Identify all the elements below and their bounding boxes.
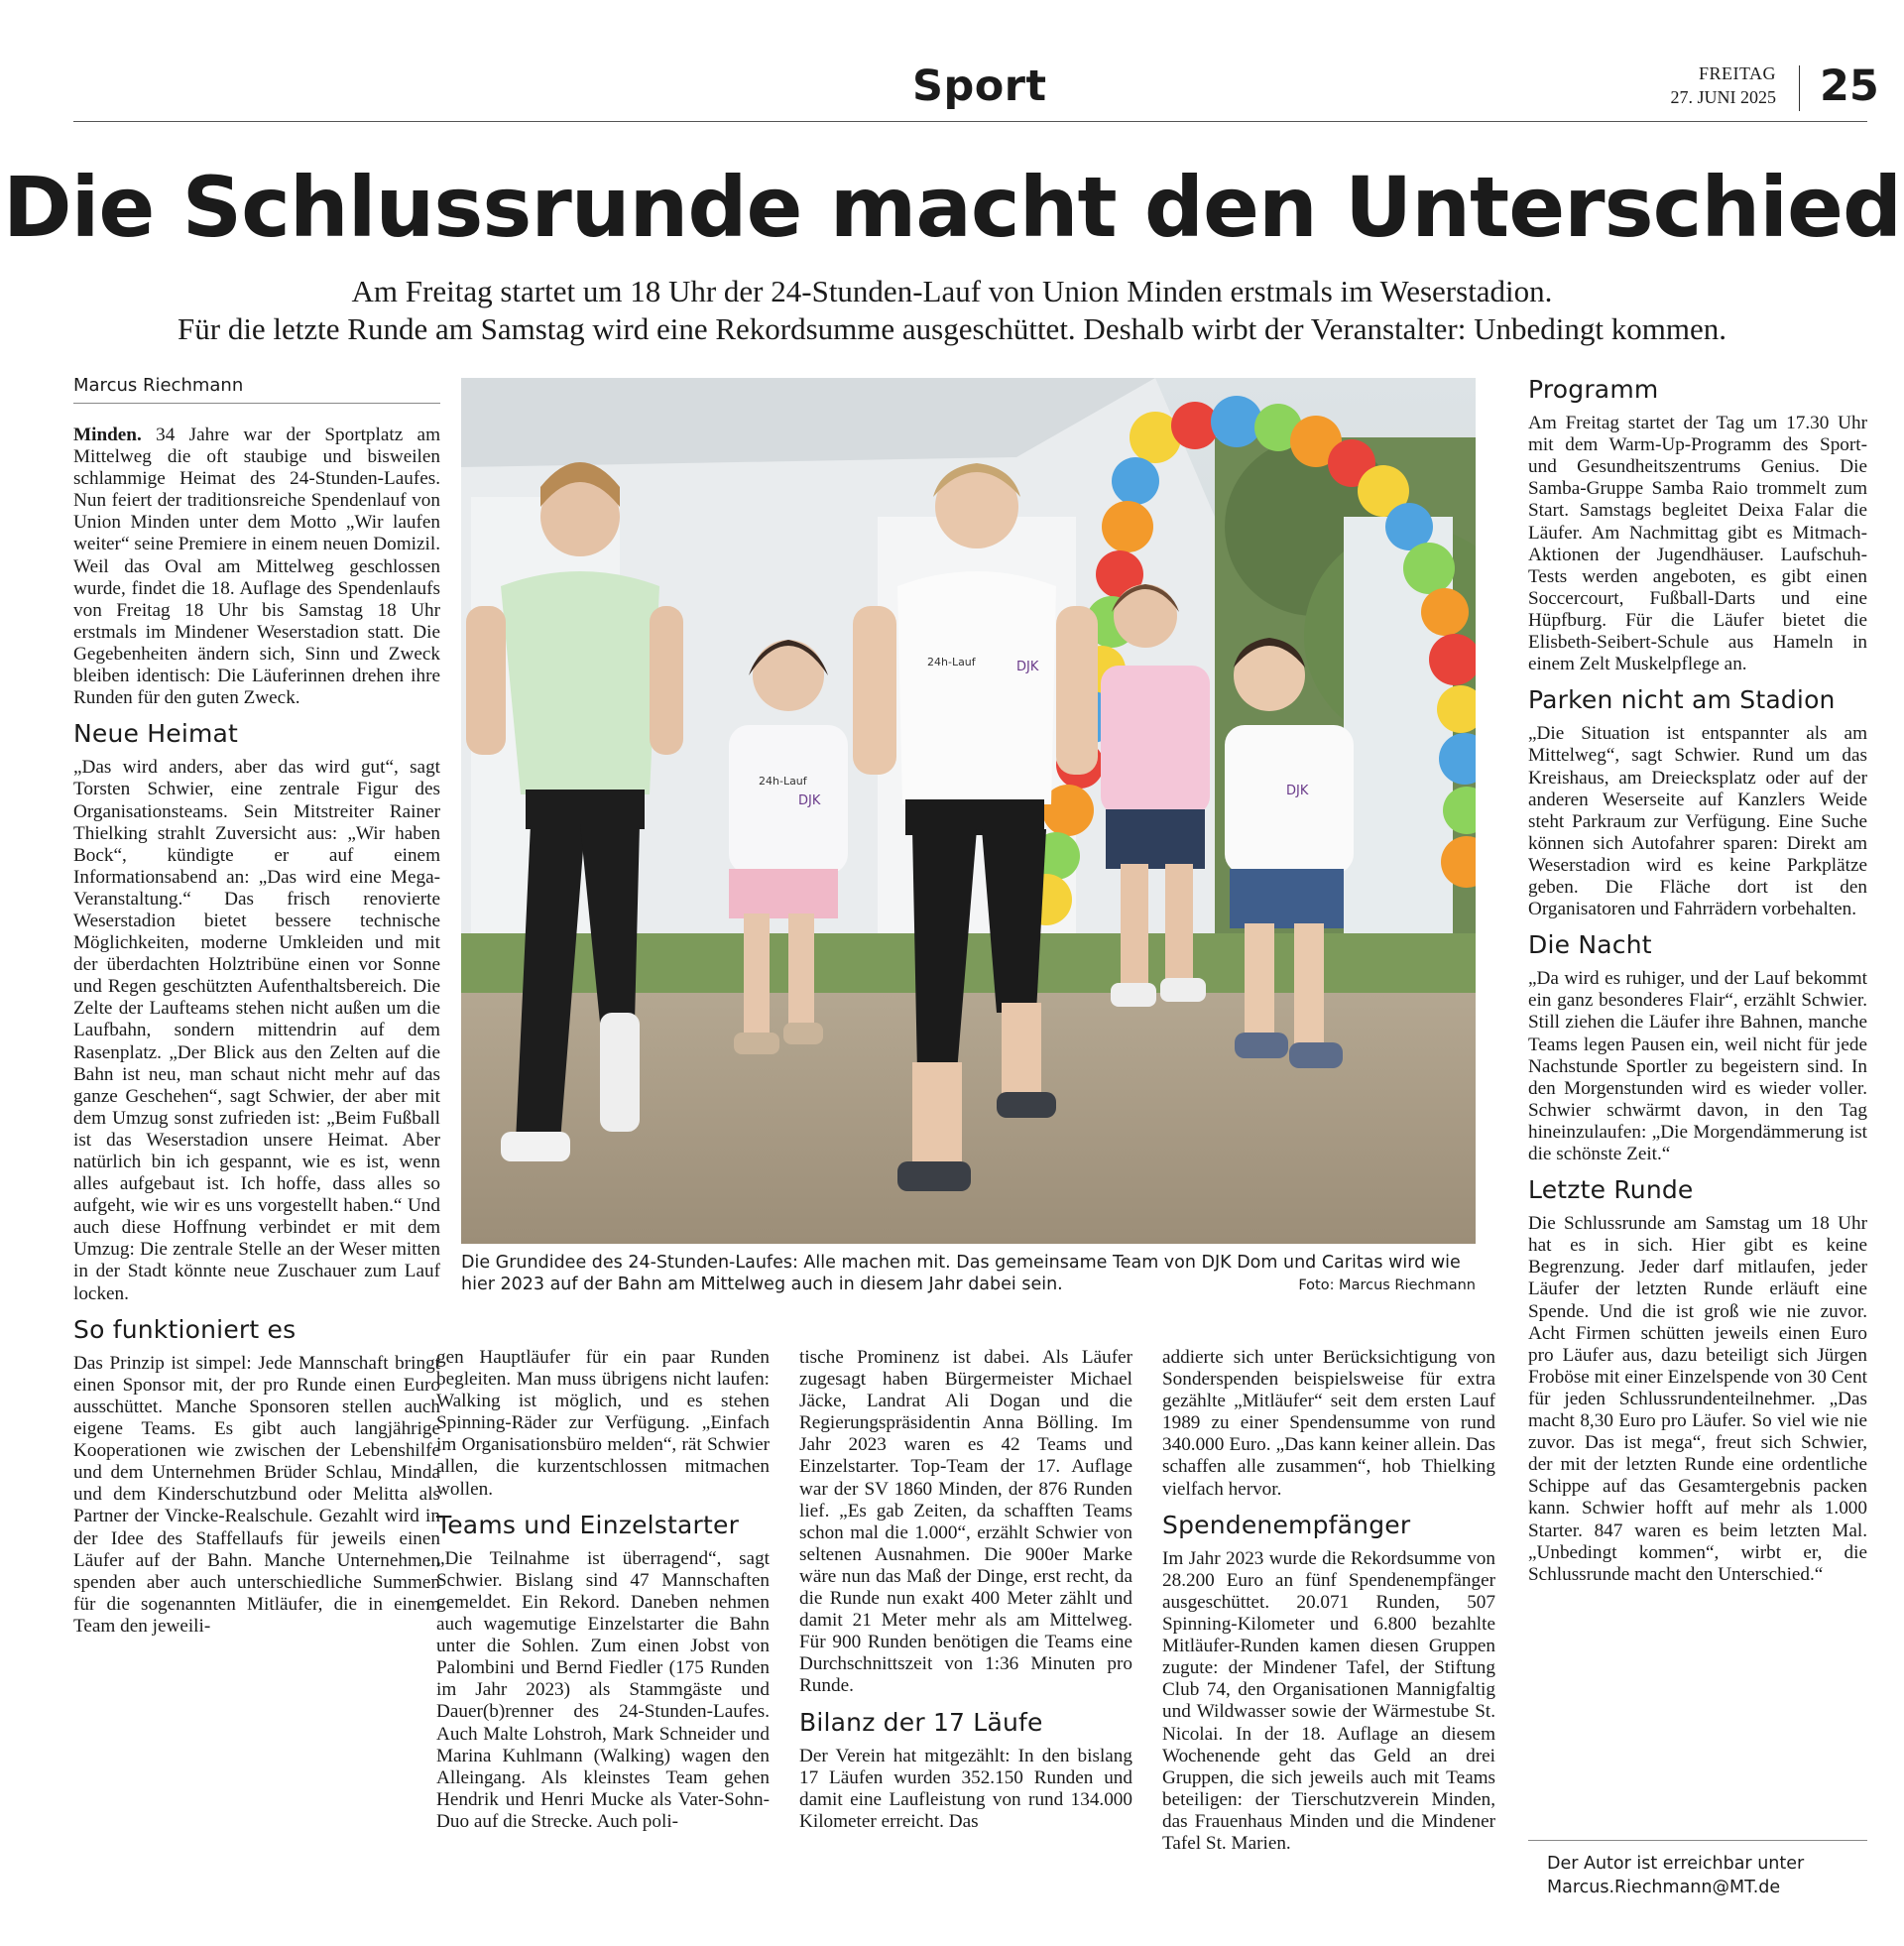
photo-shirt-text: 24h-Lauf bbox=[759, 775, 807, 788]
subheading-programm: Programm bbox=[1528, 375, 1659, 404]
photo-shirt-text: DJK bbox=[1016, 660, 1039, 674]
paragraph: Am Freitag startet der Tag um 17.30 Uhr mit dem Warm-Up-Programm des Sport- und Gesundheitszentrums Genius. Die Samba-Gruppe Samba Raio trommelt zum Start. Samstags begleitet Deixa Falar die Läufer. Am Nachmittag gibt es Mitmach-Aktionen der Jugendhäuser. Laufschuh-Tests werden angeboten, es gibt einen Soccercourt, Fußball-Darts und eine Hüpfburg. Für die Läufer bietet die Elisbeth-Seibert-Schule aus Hameln in einem Zelt Muskelpflege an. bbox=[1528, 413, 1867, 675]
article-photo bbox=[461, 378, 1476, 1244]
paragraph: „Das wird anders, aber das wird gut“, sagt Torsten Schwier, eine zentrale Figur des Organisationsteams. Sein Mitstreiter Rainer Thielking strahlt Zuversicht aus: „Wir haben Bock“, kündigte er auf einem Informationsabend an: „Das wird eine Mega-Veranstaltung.“ Das frisch renovierte Weserstadion bietet bessere technische Möglichkeiten, moderne Umkleiden und mit der überdachten Holztribüne einen vor Sonne und Regen geschützten Aufenthaltsbereich. Die Zelte der Laufteams stehen nicht außen um die Laufbahn, sondern mittendrin auf dem Rasenplatz. „Der Blick aus den Zelten auf die Bahn ist neu, man schaut nicht mehr auf das ganze Geschehen“, sagt Schwier, der aber mit dem Umzug sonst zufrieden ist: „Beim Fußball ist das Weserstadion unsere Heimat. Aber natürlich bin ich gespannt, wie es ist, wenn alles aufgebaut ist. Ich hoffe, dass alles so aufgeht, wie wir es uns vorgestellt haben.“ Und auch diese Hoffnung verbindet er mit dem Umzug: Die zentrale Stelle an der Weser mitten in der Stadt könnte neue Zuschauer zum Lauf locken. bbox=[73, 757, 440, 1304]
paragraph: „Da wird es ruhiger, und der Lauf bekommt ein ganz besonderes Flair“, erzählt Schwier. Still ziehen die Läufer ihre Bahnen, manche Teams legen Pausen ein, weil nicht für jede Nachstunde Sportler zu begeistern sind. In den Morgenstunden wird es wieder voller. Schwier schwärmt davon, in den Tag hineinzulaufen: „Die Morgendämmerung ist die schönste Zeit.“ bbox=[1528, 968, 1867, 1164]
author-box-rule bbox=[1528, 1840, 1867, 1841]
paragraph: „Die Teilnahme ist überragend“, sagt Schwier. Bislang sind 47 Mannschaften gemeldet. Ein Rekord. Daneben nehmen auch wagemutige Einzelstarter die Bahn unter die Sohlen. Zum einen Jobst von Palombini und Bernd Fiedler (175 Runden im Jahr 2023) als Stammgäste und Dauer(b)renner des 24-Stunden-Laufes. Auch Malte Lohstroh, Mark Schneider und Marina Kuhlmann (Walking) wagen den Alleingang. Als kleinstes Team gehen Hendrik und Henri Mucke als Vater-Sohn-Duo auf die Strecke. Auch poli- bbox=[436, 1547, 770, 1832]
paragraph: „Die Situation ist entspannter als am Mittelweg“, sagt Schwier. Rund um das Kreishaus, am Dreiecksplatz oder auf der anderen Weserseite auf Kanzlers Weide steht Parkraum zur Verfügung. Eine Suche können sich Autofahrer sparen: Direkt am Weserstadion wird es keine Parkplätze geben. Die Fläche dort ist den Organisatoren und Fahrrädern vorbehalten. bbox=[1528, 723, 1867, 920]
page-number: 25 bbox=[1820, 61, 1879, 111]
photo-shirt-text: DJK bbox=[798, 793, 821, 808]
subheading-spendenempfaenger: Spendenempfänger bbox=[1162, 1510, 1411, 1539]
photo-caption: Die Grundidee des 24-Stunden-Laufes: Alle machen mit. Das gemeinsame Team von DJK Dom und Caritas wird wie hier 2023 auf der Bahn am Mittelweg auch in diesem Jahr dabei sein. bbox=[461, 1253, 1461, 1294]
paragraph: Der Verein hat mitgezählt: In den bislang 17 Läufen wurden 352.150 Runden und damit eine Laufleistung von rund 134.000 Kilometer erreicht. Das bbox=[799, 1745, 1132, 1832]
header-rule bbox=[73, 121, 1867, 122]
header-separator bbox=[1799, 65, 1800, 111]
column-1 bbox=[73, 425, 440, 1638]
subheading-so-funktioniert-es: So funktioniert es bbox=[73, 1314, 297, 1344]
author-contact-label: Der Autor ist erreichbar unter bbox=[1547, 1854, 1805, 1874]
photo-credit: Foto: Marcus Riechmann bbox=[1298, 1277, 1476, 1293]
paragraph: Die Schlussrunde am Samstag um 18 Uhr hat es in sich. Hier gibt es keine Begrenzung. Jeder darf mitlaufen, jeder Läufer der letzten Runde erläuft eine Spende. Und die ist groß wie nie zuvor. Acht Firmen schütten jeweils einen Euro pro Läufer aus, dazu beteiligt sich Jürgen Froböse mit einer Einzelspende von 30 Cent für jeden Schlussrundenteilnehmer. „Das macht 8,30 Euro pro Läufer. So viel wie nie zuvor. Das ist mega“, freut sich Schwier, der mit der letzten Runde eine ordentliche Schippe auf das Gesamtergebnis packen kann. Schwier hofft auf mehr als 1.000 Starter. 847 waren es beim letzten Mal. „Unbedingt kommen“, wirbt er, die Schlussrunde macht den Unterschied.“ bbox=[1528, 1213, 1867, 1585]
column-2 bbox=[436, 1347, 770, 1833]
subheading-neue-heimat: Neue Heimat bbox=[73, 719, 239, 749]
headline: Die Schlussrunde macht den Unterschied bbox=[2, 159, 1902, 256]
subheading-die-nacht: Die Nacht bbox=[1528, 930, 1652, 960]
paragraph: Das Prinzip ist simpel: Jede Mannschaft bringt einen Sponsor mit, der pro Runde einen Euro ausschüttet. Manche Sponsoren stellen auch eigene Teams. Es gibt auch langjährige Kooperationen wie zwischen der Lebenshilfe und dem Unternehmen Brüder Schlau, Minda und dem Kinderschutzbund oder Melitta als Partner der Vincke-Realschule. Gezahlt wird in der Idee des Staffellaufs für jeweils einen Läufer auf der Bahn. Manche Unternehmen spenden aber auch unterschiedliche Summen für die sogenannten Mitläufer, die in einem Team den jeweili- bbox=[73, 1352, 440, 1637]
dateline: Minden. bbox=[73, 425, 142, 445]
paragraph: addierte sich unter Berücksichtigung von Sonderspenden beispielsweise für extra gezählte „Mitläufer“ seit dem ersten Lauf 1989 zu einer Spendensumme von rund 340.000 Euro. „Das kann keiner allein. Das schaffen alle zusammen“, hob Thielking vielfach hervor. bbox=[1162, 1347, 1495, 1500]
photo-illustration bbox=[461, 378, 1476, 1244]
paragraph: gen Hauptläufer für ein paar Runden begleiten. Man muss übrigens nicht laufen: Walking ist möglich, und es stehen Spinning-Räder zur Verfügung. „Einfach im Organisationsbüro melden“, rät Schwier allen, die kurzentschlossen mitmachen wollen. bbox=[436, 1347, 770, 1500]
column-4 bbox=[1162, 1347, 1495, 1855]
photo-shirt-text: DJK bbox=[1286, 784, 1309, 798]
paragraph: tische Prominenz ist dabei. Als Läufer zugesagt haben Bürgermeister Michael Jäcke, Landrat Ali Dogan und die Regierungspräsidentin Anna Bölling. Im Jahr 2023 waren es 42 Teams und Einzelstarter. Top-Team der 17. Auflage war der SV 1860 Minden, der 876 Runden lief. „Es gab Zeiten, da schafften Teams schon mal die 1.000“, erzählt Schwier von seltenen Ausnahmen. Die 900er Marke wäre nun das Maß der Dinge, erst recht, da die Runde nun exakt 400 Meter zählt und damit 21 Meter mehr als am Mittelweg. Für 900 Runden benötigen die Teams eine Durchschnittszeit von 1:36 Minuten pro Runde. bbox=[799, 1347, 1132, 1697]
deck-line-2: Für die letzte Runde am Samstag wird eine Rekordsumme ausgeschüttet. Deshalb wirbt der Veranstalter: Unbedingt kommen. bbox=[178, 311, 1726, 346]
subheading-teams-und-einzelstarter: Teams und Einzelstarter bbox=[436, 1510, 740, 1539]
column-5 bbox=[1528, 375, 1867, 1586]
paragraph: Im Jahr 2023 wurde die Rekordsumme von 28.200 Euro an fünf Spendenempfänger ausgeschüttet. 20.071 Runden, 507 Spinning-Kilometer und 6.800 bezahlte Mitläufer-Runden kamen diesen Gruppen zugute: der Mindener Tafel, der Stiftung Club 74, den Organisationen Mannigfaltig und Wildwasser sowie der Wärmestube St. Nicolai. In der 18. Auflage an diesem Wochenende geht das Geld an drei Gruppen, die sich jeweils auch mit Teams beteiligen: der Tierschutzverein Minden, das Frauenhaus Minden und die Mindener Tafel St. Marien. bbox=[1162, 1547, 1495, 1854]
issue-day: FREITAG bbox=[1698, 63, 1776, 83]
subheading-bilanz: Bilanz der 17 Läufe bbox=[799, 1707, 1043, 1737]
column-3 bbox=[799, 1347, 1132, 1833]
subheading-parken: Parken nicht am Stadion bbox=[1528, 685, 1836, 715]
issue-date: 27. JUNI 2025 bbox=[1670, 87, 1776, 107]
subheading-letzte-runde: Letzte Runde bbox=[1528, 1175, 1694, 1205]
author-email-link[interactable]: Marcus.Riechmann@MT.de bbox=[1547, 1878, 1781, 1897]
byline-rule bbox=[73, 403, 440, 404]
paragraph-text: 34 Jahre war der Sportplatz am Mittelweg die oft staubige und bisweilen schlammige Heimat des 24-Stunden-Laufes. Nun feiert der traditionsreiche Spendenlauf von Union Minden unter dem Motto „Wir laufen weiter“ seine Premiere in einem neuen Domizil. Weil das Oval am Mittelweg geschlossen wurde, findet die 18. Auflage des Spendenlaufs von Freitag 18 Uhr bis Samstag 18 Uhr erstmals im Mindener Weserstadion statt. Die Gegebenheiten ändern sich, Sinn und Zweck bleiben identisch: Die Läuferinnen drehen ihre Runden für den guten Zweck. bbox=[73, 425, 440, 709]
section-title: Sport bbox=[912, 61, 1047, 111]
photo-shirt-text: 24h-Lauf bbox=[927, 656, 976, 669]
byline: Marcus Riechmann bbox=[73, 375, 244, 396]
deck-line-1: Am Freitag startet um 18 Uhr der 24-Stunden-Lauf von Union Minden erstmals im Weserstadion. bbox=[351, 274, 1553, 308]
paragraph bbox=[73, 425, 440, 709]
